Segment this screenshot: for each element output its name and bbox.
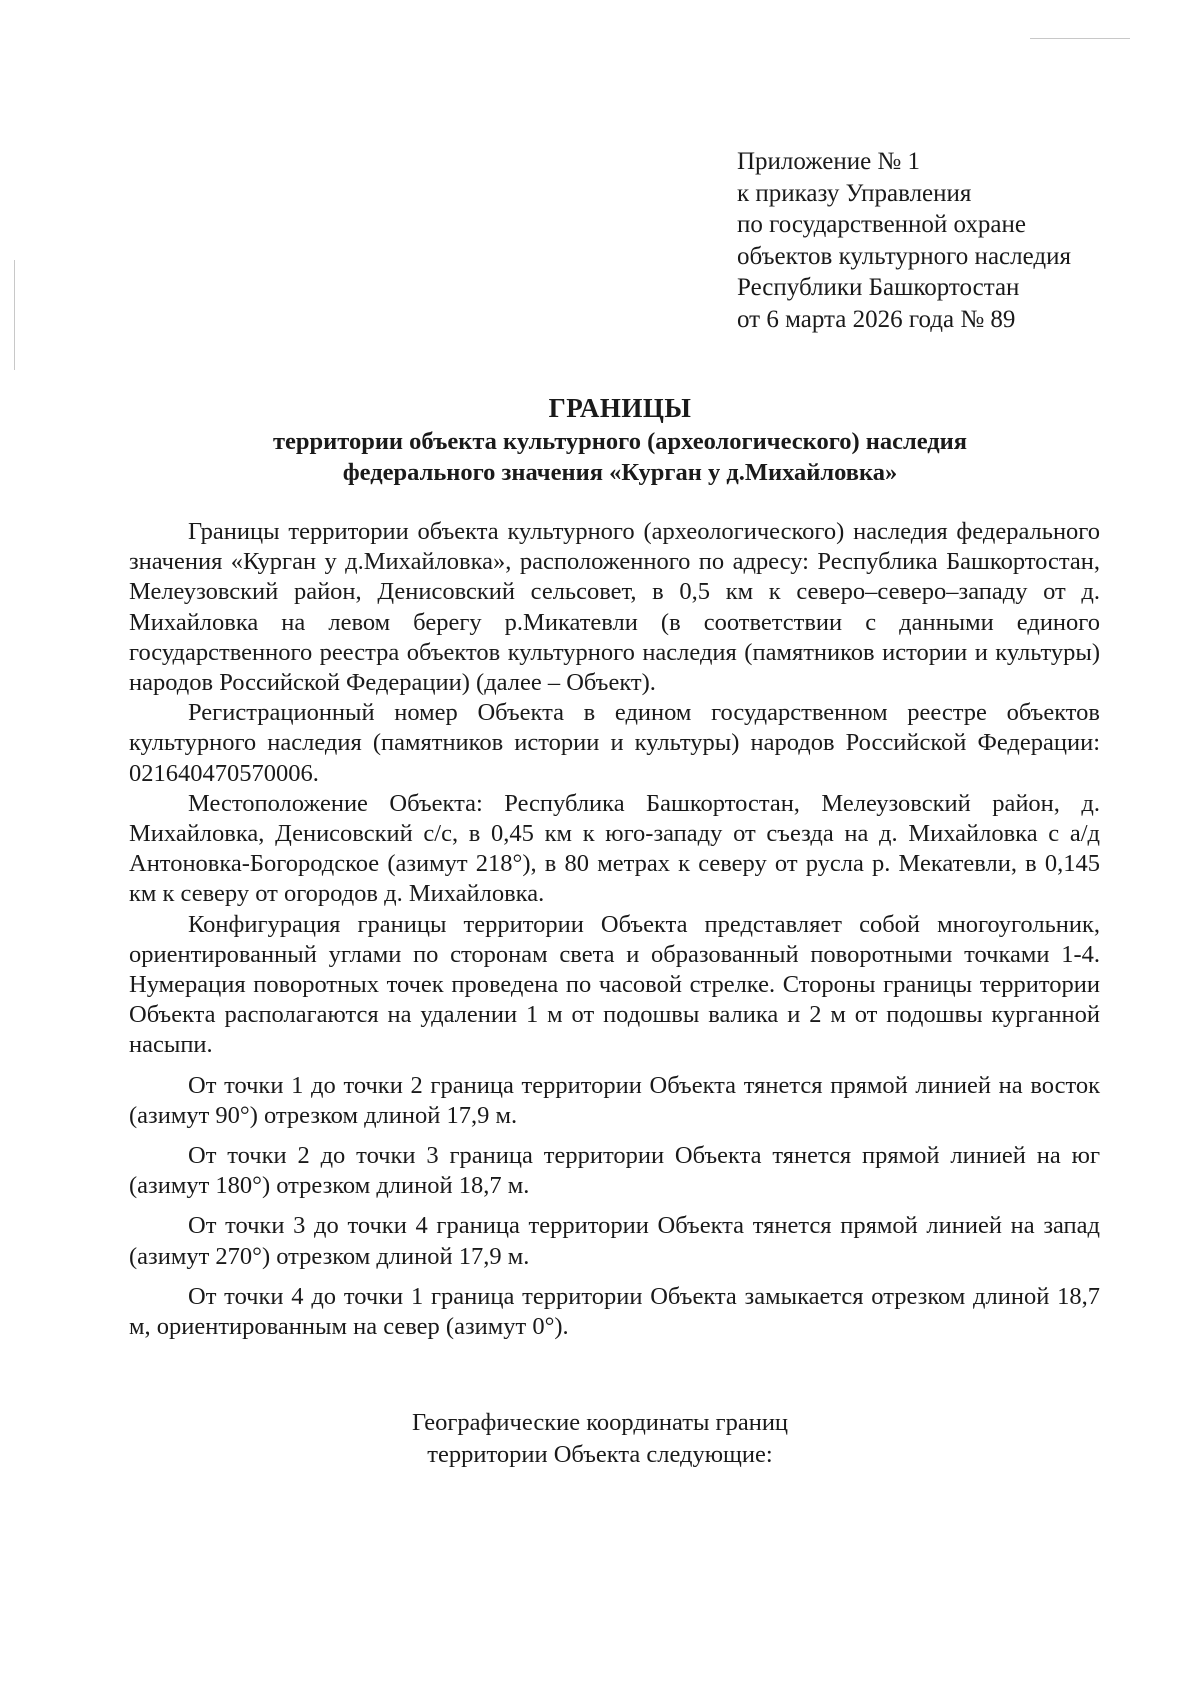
scan-artifact-left-edge — [14, 260, 15, 370]
appendix-line: к приказу Управления — [737, 179, 972, 207]
document-body — [129, 517, 1100, 1342]
paragraph-segment-3-4: От точки 3 до точки 4 граница территории Объекта тянется прямой линией на запад (азимут 270°) отрезком длиной 17,9 м. — [129, 1212, 1100, 1270]
paragraph-location: Местоположение Объекта: Республика Башкортостан, Мелеузовский район, д. Михайловка, Денисовский с/с, в 0,45 км к юго-западу от съезда на д. Михайловка с а/д Антоновка-Богородское (азимут 218°), в 80 метрах к северу от русла р. Мекатевли, в 0,145 км к северу от огородов д. Михайловка. — [129, 789, 1100, 908]
appendix-line: Республики Башкортостан — [737, 274, 1020, 301]
coordinates-heading — [340, 1407, 860, 1470]
title-line-1: территории объекта культурного (археологического) наследия — [272, 428, 968, 455]
appendix-line: от 6 марта 2026 года № 89 — [737, 305, 1016, 333]
appendix-line: объектов культурного наследия — [737, 242, 1071, 270]
paragraph-configuration: Конфигурация границы территории Объекта представляет собой многоугольник, ориентированный углами по сторонам света и образованный поворотными точками 1-4. Нумерация поворотных точек проведена по часовой стрелке. Стороны границы территории Объекта располагаются на удалении 1 м от подошвы валика и 2 м от подошвы курганной насыпи. — [129, 910, 1100, 1059]
paragraph-boundaries: Границы территории объекта культурного (археологического) наследия федерального значения «Курган у д.Михайловка», расположенного по адресу: Республика Башкортостан, Мелеузовский район, Денисовский сельсовет, в 0,5 км к северо–северо–западу от д. Михайловка на левом берегу р.Микатевли (в соответствии с данными единого государственного реестра объектов культурного наследия (памятников истории и культуры) народов Российской Федерации) (далее – Объект). — [129, 518, 1100, 697]
appendix-block — [737, 146, 1157, 335]
coordinates-heading-line-1: Географические координаты границ — [411, 1409, 789, 1436]
paragraph-segment-1-2: От точки 1 до точки 2 граница территории Объекта тянется прямой линией на восток (азимут 90°) отрезком длиной 17,9 м. — [129, 1071, 1100, 1129]
paragraph-registration-number: Регистрационный номер Объекта в едином государственном реестре объектов культурного наследия (памятников истории и культуры) народов Российской Федерации: 021640470570006. — [129, 699, 1100, 787]
document-title — [130, 390, 1110, 488]
appendix-line: по государственной охране — [737, 211, 1027, 238]
coordinates-heading-line-2: территории Объекта следующие: — [427, 1440, 773, 1468]
scan-artifact-top-right — [1030, 38, 1130, 39]
paragraph-segment-4-1: От точки 4 до точки 1 граница территории Объекта замыкается отрезком длиной 18,7 м, ориентированным на север (азимут 0°). — [129, 1282, 1100, 1341]
paragraph-segment-2-3: От точки 2 до точки 3 граница территории Объекта тянется прямой линией на юг (азимут 180°) отрезком длиной 18,7 м. — [129, 1142, 1100, 1200]
appendix-line: Приложение № 1 — [737, 148, 921, 175]
title-main: ГРАНИЦЫ — [548, 393, 692, 423]
title-line-2: федерального значения «Курган у д.Михайловка» — [342, 459, 898, 486]
